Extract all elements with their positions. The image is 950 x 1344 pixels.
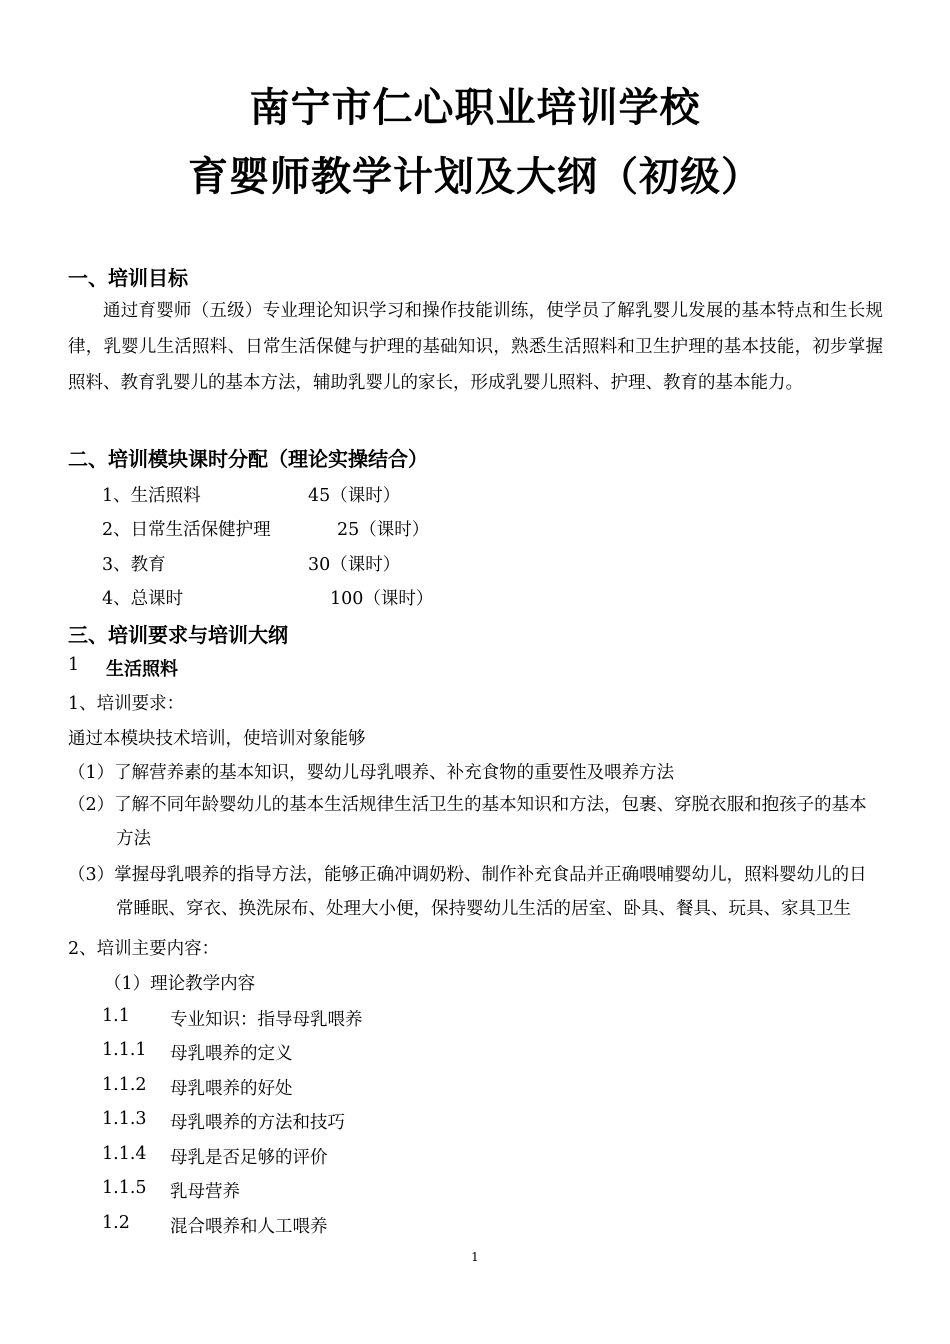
outline-number: 1.1.2 [102, 1075, 147, 1095]
requirement-item: （1）了解营养素的基本知识，婴幼儿母乳喂养、补充食物的重要性及喂养方法 [68, 763, 675, 783]
content-heading: 2、培训主要内容： [68, 939, 220, 959]
outline-number: 1.1.4 [102, 1144, 147, 1164]
page-number: 1 [471, 1250, 479, 1264]
requirement-item: （2）了解不同年龄婴幼儿的基本生活规律生活卫生的基本知识和方法，包裹、穿脱衣服和抱孩子的基本方法 [68, 795, 867, 849]
module-hours: 100（课时） [330, 589, 434, 609]
outline-text: 母乳喂养的好处 [170, 1079, 293, 1099]
section3-heading: 三、培训要求与培训大纲 [68, 623, 288, 647]
module-label: 1、生活照料 [102, 486, 201, 506]
subsection-title: 生活照料 [106, 659, 178, 680]
outline-text: 混合喂养和人工喂养 [170, 1217, 328, 1237]
section2-heading: 二、培训模块课时分配（理论实操结合） [68, 447, 428, 471]
requirement-item: （3）掌握母乳喂养的指导方法，能够正确冲调奶粉、制作补充食品并正确喂哺婴幼儿，照料婴幼儿的日常睡眠、穿衣、换洗尿布、处理大小便，保持婴幼儿生活的居室、卧具、餐具、玩具、家具卫生 [68, 865, 867, 919]
school-title: 南宁市仁心职业培训学校 [249, 85, 701, 131]
section1-heading: 一、培训目标 [68, 266, 188, 290]
module-label: 3、教育 [102, 555, 166, 575]
module-hours: 45（课时） [308, 486, 401, 506]
outline-text: 母乳喂养的定义 [170, 1044, 293, 1064]
subsection-number: 1 [68, 655, 80, 675]
requirements-heading: 1、培训要求： [68, 694, 185, 714]
section1-paragraph: 通过育婴师（五级）专业理论知识学习和操作技能训练，使学员了解乳婴儿发展的基本特点和生长规律，乳婴儿生活照料、日常生活保健与护理的基础知识，熟悉生活照料和卫生护理的基本技能，初步掌握照料、教育乳婴儿的基本方法，辅助乳婴儿的家长，形成乳婴儿照料、护理、教育的基本能力。 [68, 301, 883, 393]
document-title: 育婴师教学计划及大纲（初级） [188, 154, 762, 200]
outline-number: 1.2 [102, 1213, 130, 1233]
module-label: 4、总课时 [102, 589, 184, 609]
outline-text: 母乳喂养的方法和技巧 [170, 1113, 345, 1133]
outline-number: 1.1.5 [102, 1178, 147, 1198]
requirements-intro: 通过本模块技术培训，使培训对象能够 [68, 729, 366, 749]
outline-text: 乳母营养 [170, 1182, 240, 1202]
module-hours: 30（课时） [308, 555, 401, 575]
outline-text: 母乳是否足够的评价 [170, 1148, 328, 1168]
outline-number: 1.1 [102, 1006, 130, 1026]
module-hours: 25（课时） [337, 520, 430, 540]
outline-number: 1.1.1 [102, 1040, 147, 1060]
outline-text: 专业知识：指导母乳喂养 [170, 1010, 363, 1030]
module-label: 2、日常生活保健护理 [102, 520, 271, 540]
outline-number: 1.1.3 [102, 1109, 147, 1129]
theory-heading: （1）理论教学内容 [104, 974, 256, 994]
